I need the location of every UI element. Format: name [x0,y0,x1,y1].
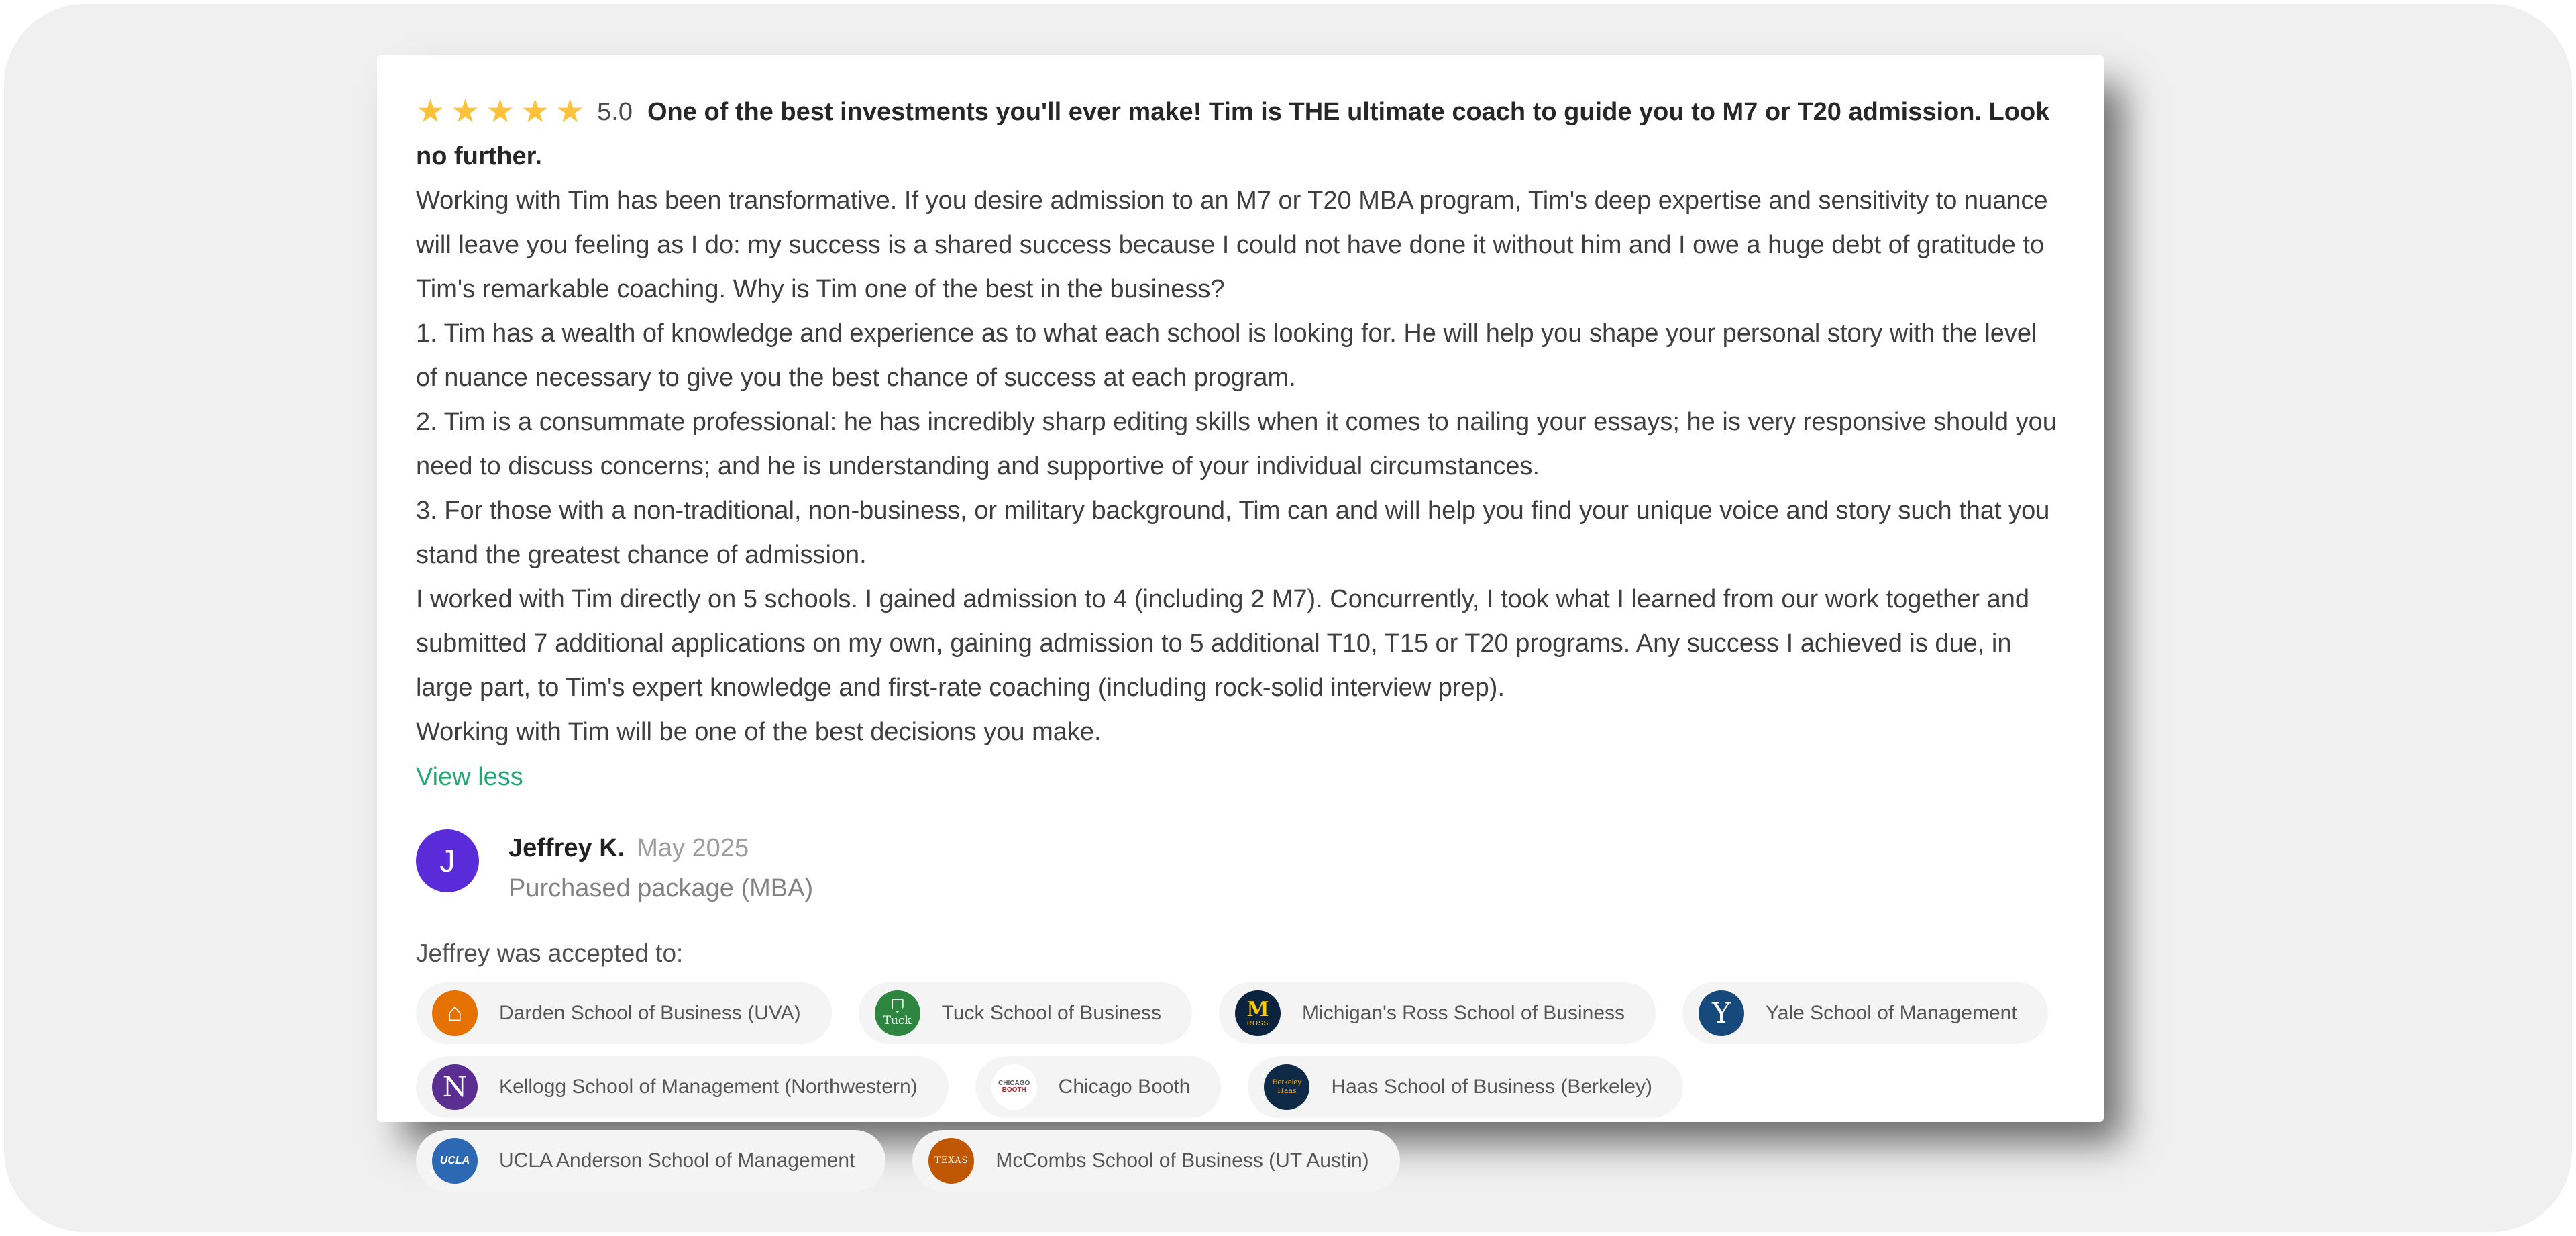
avatar [416,829,479,892]
review-paragraph: Working with Tim has been transformative. If you desire admission to an M7 or T20 MBA program, Tim's deep expertise and sensitivity to nuance will leave you feeling as I do: my success is a shared success because I could not have done it without him and I owe a huge debt of gratitude to Tim's remarkable coaching. Why is Tim one of the best in the business? [416,187,2048,303]
avatar-initial: J [439,843,455,878]
school-chip-label: Darden School of Business (UVA) [499,1002,801,1024]
purchase-info: Purchased package (MBA) [508,874,814,903]
accepted-heading: Jeffrey was accepted to: [416,939,684,967]
school-chip-label: Yale School of Management [1766,1002,2017,1024]
school-chip-label: Chicago Booth [1058,1076,1191,1098]
school-chip-label: Tuck School of Business [941,1002,1162,1024]
school-logo-ross-icon: M ROSS [1235,990,1281,1036]
school-chip-label: Michigan's Ross School of Business [1302,1002,1625,1024]
school-logo-haas-icon: Berkeley Haas [1264,1064,1309,1110]
school-chip-label: UCLA Anderson School of Management [499,1149,855,1172]
star-rating-icons: ★★★★★ [416,94,591,130]
school-chip-label: Kellogg School of Management (Northwestern) [499,1076,918,1098]
school-chip [416,982,832,1044]
school-chip [1219,982,1656,1044]
review-paragraph: 3. For those with a non-traditional, non-business, or military background, Tim can and will help you find your unique voice and story such that you stand the greatest chance of admission. [416,497,2050,569]
school-logo-tuck-icon: Tuck [875,990,920,1036]
reviewer-name: Jeffrey K. [508,834,625,862]
school-chip-label: Haas School of Business (Berkeley) [1331,1076,1653,1098]
school-logo-kellogg-icon: N [432,1064,478,1110]
review-paragraph: 2. Tim is a consummate professional: he has incredibly sharp editing skills when it comes to nailing your essays; he is very responsive should you need to discuss concerns; and he is understanding and supportive of your individual circumstances. [416,408,2057,480]
review-paragraph: I worked with Tim directly on 5 schools. I gained admission to 4 (including 2 M7). Concurrently, I took what I learned from our work together and submitted 7 additional applications on my own, gaining admission to 5 additional T10, T15 or T20 programs. Any success I achieved is due, in large part, to Tim's expert knowledge and first-rate coaching (including rock-solid interview prep). [416,585,2029,702]
rating-value: 5.0 [597,98,633,126]
review-body [416,90,2065,754]
reviewer-row [416,829,2065,906]
school-logo-texas-icon: TEXAS [928,1138,974,1184]
school-chip [912,1130,1399,1192]
school-chip [1682,982,2048,1044]
review-card [377,55,2104,1172]
school-chip [975,1056,1222,1118]
review-date: May 2025 [637,834,749,862]
review-paragraph: 1. Tim has a wealth of knowledge and experience as to what each school is looking for. He will help you shape your personal story with the level of nuance necessary to give you the best chance of success at each program. [416,319,2037,392]
school-logo-booth-icon: CHICAGO BOOTH [991,1064,1037,1110]
school-chip-label: McCombs School of Business (UT Austin) [996,1149,1369,1172]
school-logo-darden-icon: ⌂ [432,990,478,1036]
school-chip [416,1056,949,1118]
school-logo-yale-icon: Y [1699,990,1744,1036]
page-canvas [4,4,2572,1232]
school-logo-ucla-icon: UCLA [432,1138,478,1184]
review-paragraph: Working with Tim will be one of the best decisions you make. [416,718,1102,746]
accepted-schools-list [416,982,2065,1192]
view-less-link[interactable]: View less [416,763,523,791]
school-chip [859,982,1192,1044]
review-title: One of the best investments you'll ever make! Tim is THE ultimate coach to guide you to M7 or T20 admission. Look no further. [416,98,2050,170]
school-chip [1248,1056,1683,1118]
school-chip [416,1130,885,1192]
